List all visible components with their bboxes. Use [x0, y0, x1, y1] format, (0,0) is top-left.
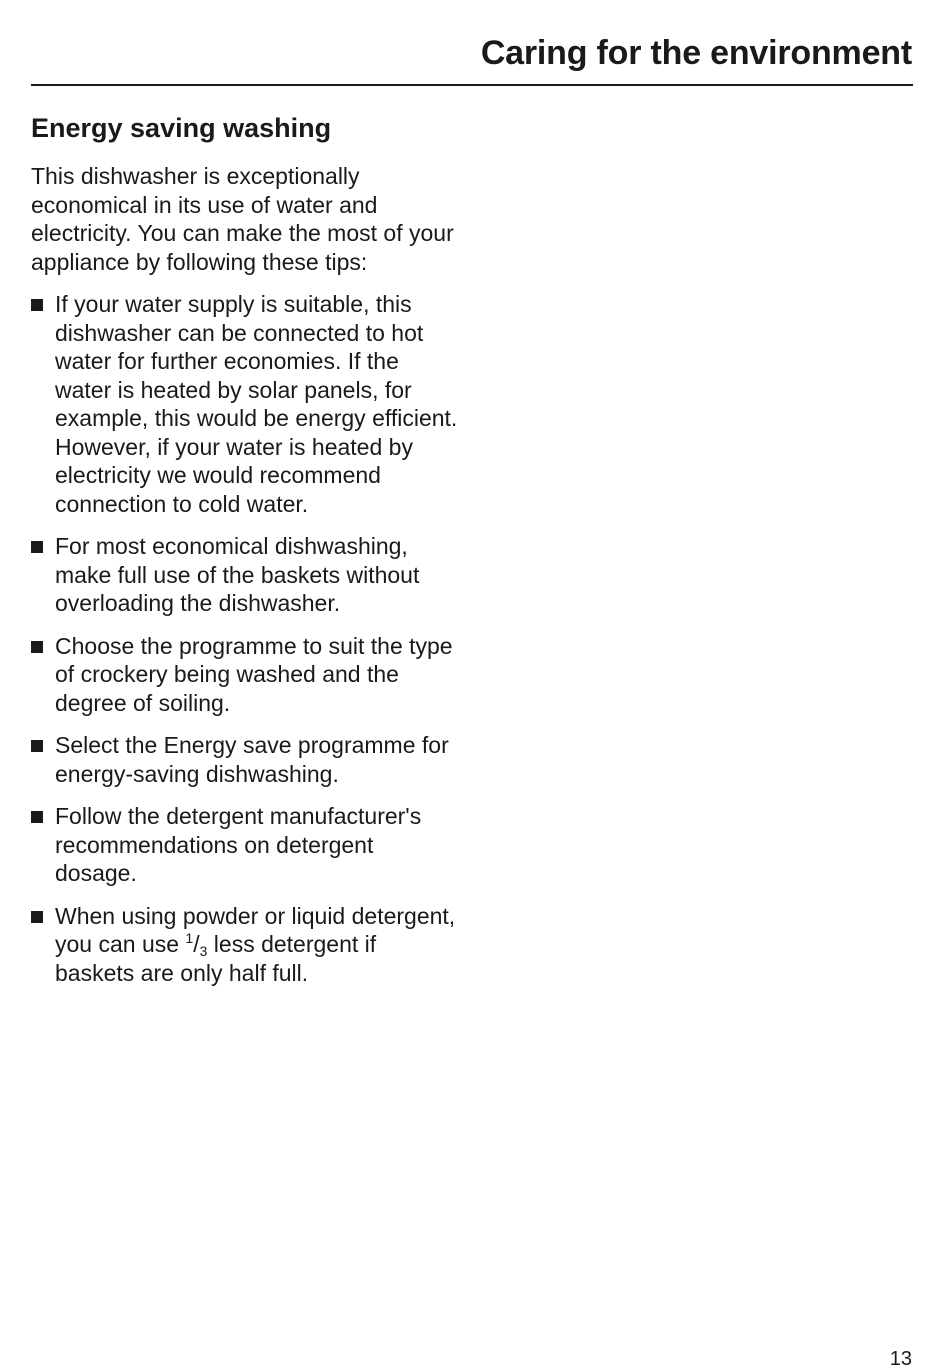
text-before-fraction: When using powder or liquid detergent, you can use: [55, 902, 456, 957]
list-item-text: Select the Energy save programme for energy-saving dishwashing.: [55, 732, 449, 787]
square-bullet-icon: [31, 641, 43, 653]
page-number: 13: [889, 1348, 912, 1370]
list-item-text-continued: However, if your water is heated by electricity we would recommend connection to cold water.: [55, 433, 413, 517]
list-item-text: For most economical dishwashing, make full use of the baskets without overloading the dishwasher.: [55, 533, 420, 616]
fraction-denominator: 3: [199, 943, 208, 959]
square-bullet-icon: [31, 299, 43, 311]
fraction-separator: /: [193, 931, 200, 957]
square-bullet-icon: [31, 911, 43, 923]
header-divider: [31, 84, 913, 86]
tips-list: [31, 290, 461, 987]
intro-paragraph: This dishwasher is exceptionally economical in its use of water and electricity. You can make the most of your appliance by following these tips:: [31, 163, 454, 275]
main-content: [31, 108, 461, 1001]
list-item: [31, 632, 461, 718]
square-bullet-icon: [31, 811, 43, 823]
list-item: [31, 802, 461, 888]
list-item-text: Choose the programme to suit the type of crockery being washed and the degree of soiling.: [55, 632, 453, 716]
list-item-text: Follow the detergent manufacturer's recommendations on detergent dosage.: [55, 803, 422, 886]
section-title: Energy saving washing: [31, 113, 332, 143]
page-header-title: Caring for the environment: [480, 34, 912, 72]
list-item-text: [55, 902, 461, 988]
square-bullet-icon: [31, 740, 43, 752]
list-item-text: If your water supply is suitable, this dishwasher can be connected to hot water for further economies. If the water is heated by solar panels, for example, this would be energy efficient.: [55, 291, 458, 431]
list-item: [31, 290, 461, 518]
list-item: [31, 532, 461, 618]
square-bullet-icon: [31, 541, 43, 553]
text-after-fraction: less detergent if baskets are only half full.: [55, 931, 377, 986]
list-item: [31, 731, 461, 788]
list-item: [31, 902, 461, 988]
fraction-numerator: 1: [185, 930, 194, 946]
